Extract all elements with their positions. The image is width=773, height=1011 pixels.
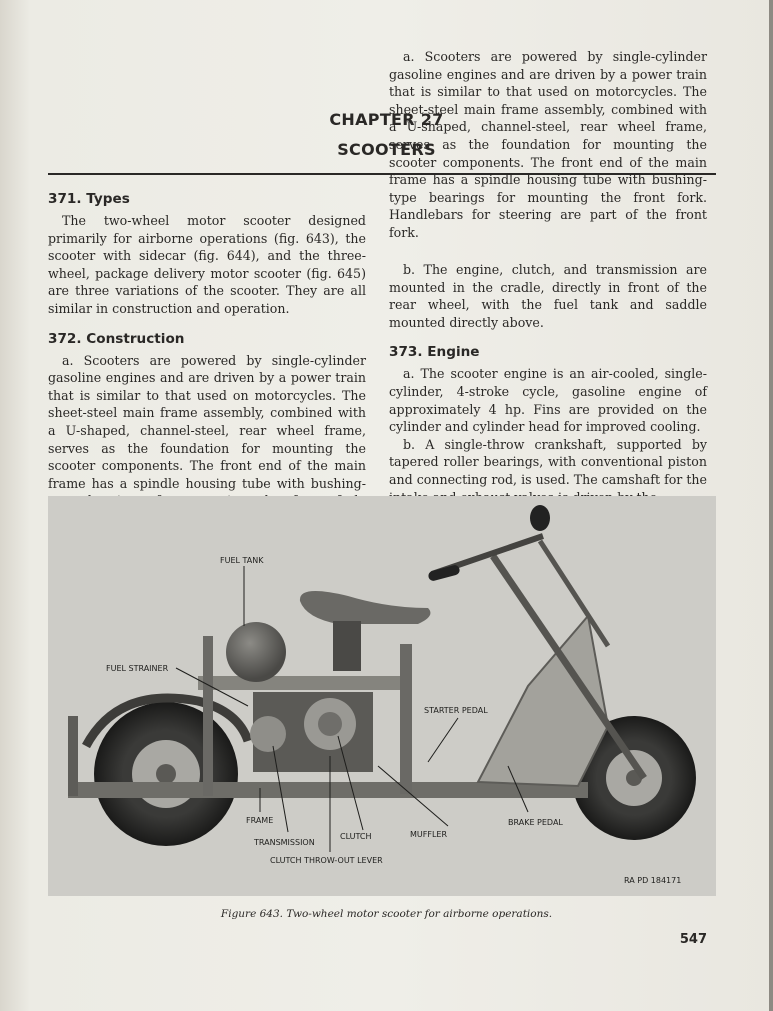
figure-code: RA PD 184171	[624, 876, 682, 885]
paragraph: The two-wheel motor scooter designed primarily for airborne operations (fig. 643), the scooter with sidecar (fig. 644), and the three-wheel, package delivery motor scooter (fig. 645) are three variations of the scooter. They are all similar in construction and operation.	[48, 213, 366, 316]
page-number: 547	[679, 932, 707, 947]
right-column	[389, 49, 707, 506]
paragraph: a. Scooters are powered by single-cylinder gasoline engines and are driven by a power train that is similar to that used on motorcycles. The sheet-steel main frame assembly, combined with a U-shaped, channel-steel, rear wheel frame, serves as the foundation for mounting the scooter components. The front end of the main frame has a spindle housing tube with bushing-	[48, 352, 366, 491]
chapter-number: CHAPTER 27	[329, 110, 444, 129]
label-muffler: MUFFLER	[410, 830, 448, 839]
paragraph-continued	[389, 49, 707, 261]
paragraph-overflow: a. Scooters are powered by single-cylinder gasoline engines and are driven by a power train that is similar to that used on motorcycles. The sheet-steel main frame assembly, combined with a U-shaped, channel-steel, rear wheel frame, serves as the foundation for mounting the scooter components. The front end of the main frame has a spindle housing tube with bushing-type bearings for mounting the front fork. Handlebars for steering are part of the front fork.	[389, 49, 707, 240]
section-heading-engine: 373. Engine	[389, 344, 480, 361]
chapter-title: SCOOTERS	[337, 140, 436, 159]
label-fuel-tank: FUEL TANK	[220, 556, 264, 565]
section-heading-construction: 372. Construction	[48, 330, 185, 347]
section-heading-types: 371. Types	[48, 191, 130, 207]
paragraph: b. The engine, clutch, and transmission are mounted in the cradle, directly in front of the rear wheel, with the fuel tank and saddle mounted directly above.	[389, 262, 707, 330]
scooter-figure	[48, 496, 716, 896]
left-column	[48, 190, 366, 494]
scooter-illustration	[48, 496, 716, 896]
label-frame: FRAME	[246, 816, 274, 825]
label-brake-pedal: BRAKE PEDAL	[508, 818, 563, 827]
label-clutch: CLUTCH	[340, 832, 372, 841]
label-starter-pedal: STARTER PEDAL	[424, 706, 488, 715]
label-clutch-throwout-lever: CLUTCH THROW-OUT LEVER	[270, 856, 383, 865]
paragraph: b. A single-throw crankshaft, supported by tapered roller bearings, with conventional piston and connecting rod, is used. The camshaft for the	[389, 436, 707, 487]
figure-caption: Figure 643. Two-wheel motor scooter for airborne operations.	[220, 908, 553, 920]
label-fuel-strainer: FUEL STRAINER	[106, 664, 169, 673]
paragraph: a. The scooter engine is an air-cooled, single-cylinder, 4-stroke cycle, gasoline engine of approximately 4 hp. Fins are provided on the cylinder and cylinder head for improved cooling.	[389, 366, 707, 435]
label-transmission: TRANSMISSION	[254, 838, 315, 847]
